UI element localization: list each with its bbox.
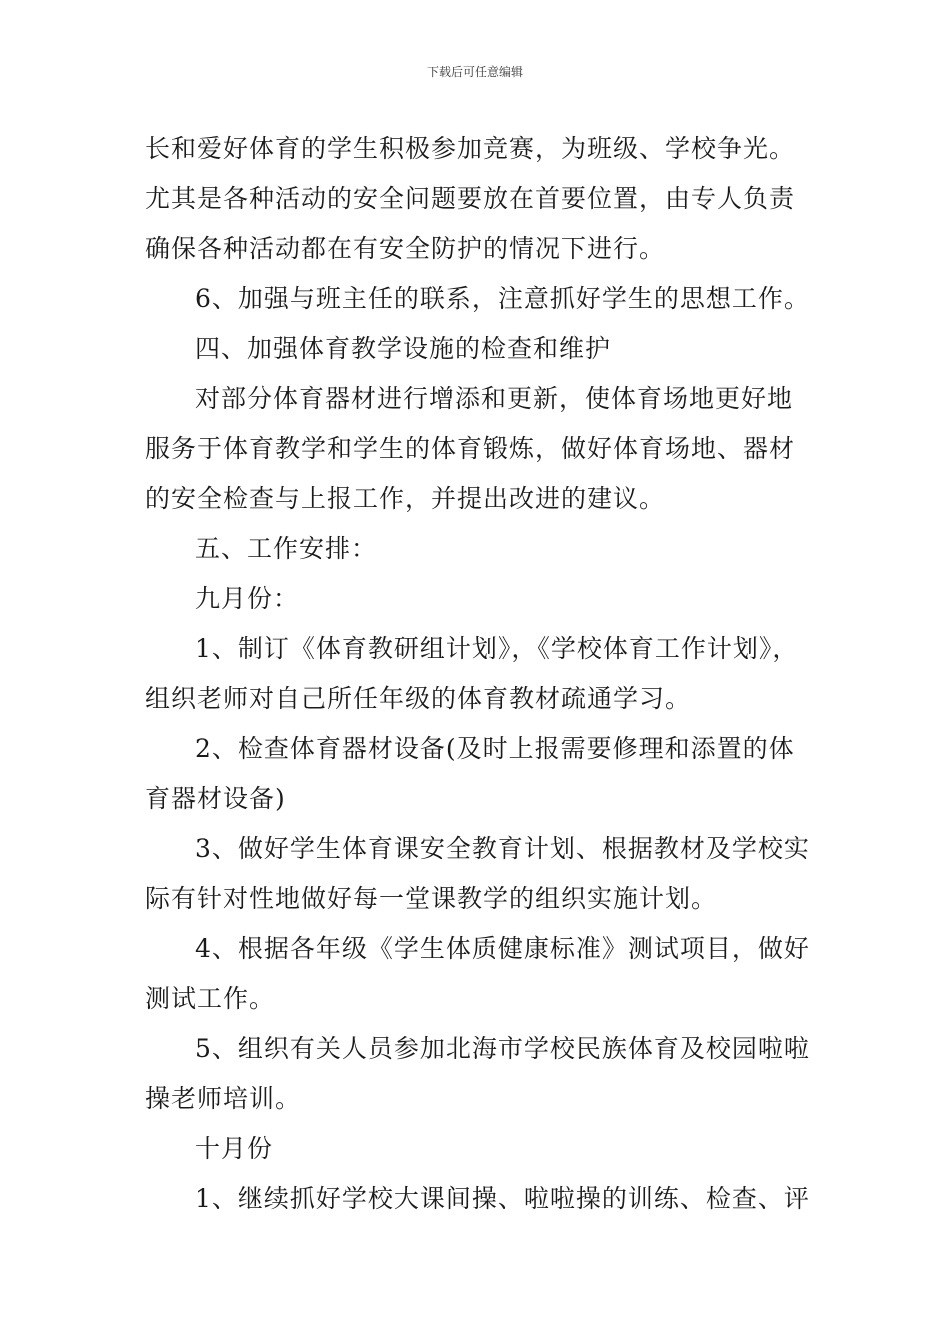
- paragraph-line: 操老师培训。: [145, 1084, 302, 1113]
- paragraph-line: 确保各种活动都在有安全防护的情况下进行。: [145, 234, 666, 263]
- paragraph-line: 1、继续抓好学校大课间操、啦啦操的训练、检查、评: [195, 1184, 810, 1213]
- paragraph-line: 对部分体育器材进行增添和更新，使体育场地更好地: [195, 384, 794, 413]
- paragraph-line: 2、检查体育器材设备(及时上报需要修理和添置的体: [195, 734, 795, 763]
- section-heading: 五、工作安排：: [195, 534, 378, 563]
- month-heading: 十月份: [195, 1134, 274, 1163]
- paragraph-line: 长和爱好体育的学生积极参加竞赛，为班级、学校争光。: [145, 134, 796, 163]
- paragraph-line: 4、根据各年级《学生体质健康标准》测试项目，做好: [195, 934, 810, 963]
- paragraph-line: 测试工作。: [145, 984, 276, 1013]
- paragraph-line: 3、做好学生体育课安全教育计划、根据教材及学校实: [195, 834, 810, 863]
- paragraph-line: 服务于体育教学和学生的体育锻炼，做好体育场地、器材: [145, 434, 796, 463]
- paragraph-line: 育器材设备): [145, 784, 286, 813]
- paragraph-line: 组织老师对自己所任年级的体育教材疏通学习。: [145, 684, 692, 713]
- paragraph-line: 的安全检查与上报工作，并提出改进的建议。: [145, 484, 666, 513]
- paragraph-line: 尤其是各种活动的安全问题要放在首要位置，由专人负责: [145, 184, 796, 213]
- paragraph-line: 1、制订《体育教研组计划》，《学校体育工作计划》，: [195, 634, 799, 663]
- page-header: 下载后可任意编辑: [426, 65, 523, 79]
- paragraph-line: 5、组织有关人员参加北海市学校民族体育及校园啦啦: [195, 1034, 810, 1063]
- paragraph-line: 际有针对性地做好每一堂课教学的组织实施计划。: [145, 884, 718, 913]
- month-heading: 九月份：: [195, 584, 300, 613]
- paragraph-line: 6、加强与班主任的联系，注意抓好学生的思想工作。: [195, 284, 810, 313]
- section-heading: 四、加强体育教学设施的检查和维护: [195, 334, 612, 363]
